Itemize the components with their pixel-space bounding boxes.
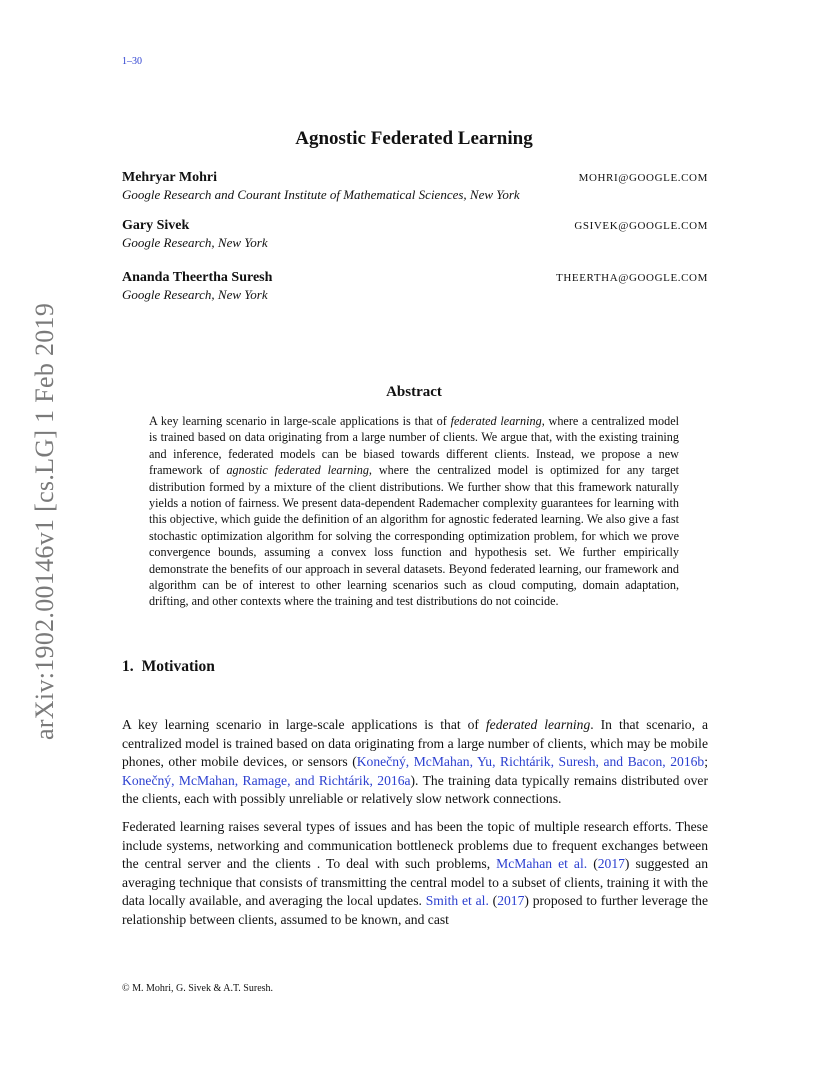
citation-link[interactable]: Konečný, McMahan, Yu, Richtárik, Suresh, and Bacon, 2016b [356,754,705,769]
author-affiliation: Google Research, New York [122,287,268,302]
section-title: Motivation [141,658,215,675]
author-block [122,218,708,251]
author-affiliation: Google Research, New York [122,235,268,250]
section-number: 1. [122,658,134,675]
copyright-footer: © M. Mohri, G. Sivek & A.T. Suresh. [122,983,274,994]
citation-link[interactable]: Smith et al. [425,893,489,908]
citation-link[interactable]: McMahan et al. [496,856,588,871]
author-block [122,270,708,303]
author-email: MOHRI@GOOGLE.COM [578,172,708,184]
citation-link[interactable]: 2017 [497,893,525,908]
emphasis: agnostic federated learning [226,463,369,478]
author-name: Ananda Theertha Suresh [122,270,273,285]
citation-link[interactable]: 2017 [597,856,625,871]
author-block [122,170,708,203]
author-name: Gary Sivek [122,218,190,233]
body-paragraph: Federated learning raises several types of issues and has been the topic of multiple research efforts. These include systems, networking and communication bottleneck problems due to frequent exchanges between the central server and the clients . To deal with such problems, McMahan et al. (2017) suggested an averaging technique that consists of transmitting the central model to a subset of clients, training it with the data locally available, and averaging the local updates. Smith et al. (2017) proposed to further leverage the relationship between clients, assumed to be known, and cast [122,819,708,927]
paper-title: Agnostic Federated Learning [295,128,533,149]
arxiv-identifier: arXiv:1902.00146v1 [cs.LG] 1 Feb 2019 [30,302,59,740]
body-paragraph: A key learning scenario in large-scale applications is that of federated learning. In that scenario, a centralized model is trained based on data originating from a large number of clients, which may be mobile phones, other mobile devices, or sensors (Konečný, McMahan, Yu, Richtárik, Suresh, and Bacon, 2016b; Konečný, McMahan, Ramage, and Richtárik, 2016a). The training data typically remains distributed over the clients, each with possibly unreliable or relatively slow network connections. [122,717,708,806]
abstract-text: A key learning scenario in large-scale applications is that of federated learning, where a centralized model is trained based on data originating from a large number of clients. We argue that, with the existing training and inference, federated models can be biased towards different clients. Instead, we propose a new framework of agnostic federated learning, where the centralized model is optimized for any target distribution formed by a mixture of the client distributions. We further show that this framework naturally yields a notion of fairness. We present data-dependent Rademacher complexity guarantees for learning with this objective, which guide the definition of an algorithm for agnostic federated learning. We also give a fast stochastic optimization algorithm for solving the corresponding optimization problem, for which we prove convergence bounds, assuming a convex loss function and hypothesis set. We further empirically demonstrate the benefits of our approach in several datasets. Beyond federated learning, our framework and algorithm can be of interest to other learning scenarios such as cloud computing, domain adaptation, drifting, and other contexts where the training and test distributions do not coincide. [149,414,679,609]
page-range: 1–30 [122,56,142,67]
author-affiliation: Google Research and Courant Institute of Mathematical Sciences, New York [122,187,520,202]
abstract-heading: Abstract [386,384,442,400]
author-email: THEERTHA@GOOGLE.COM [556,272,708,284]
section-heading [122,658,215,676]
emphasis: federated learning [450,414,542,428]
emphasis: federated learning [485,717,591,732]
author-email: GSIVEK@GOOGLE.COM [574,220,708,232]
citation-link[interactable]: Konečný, McMahan, Ramage, and Richtárik, 2016a [122,772,411,788]
author-name: Mehryar Mohri [122,170,217,185]
